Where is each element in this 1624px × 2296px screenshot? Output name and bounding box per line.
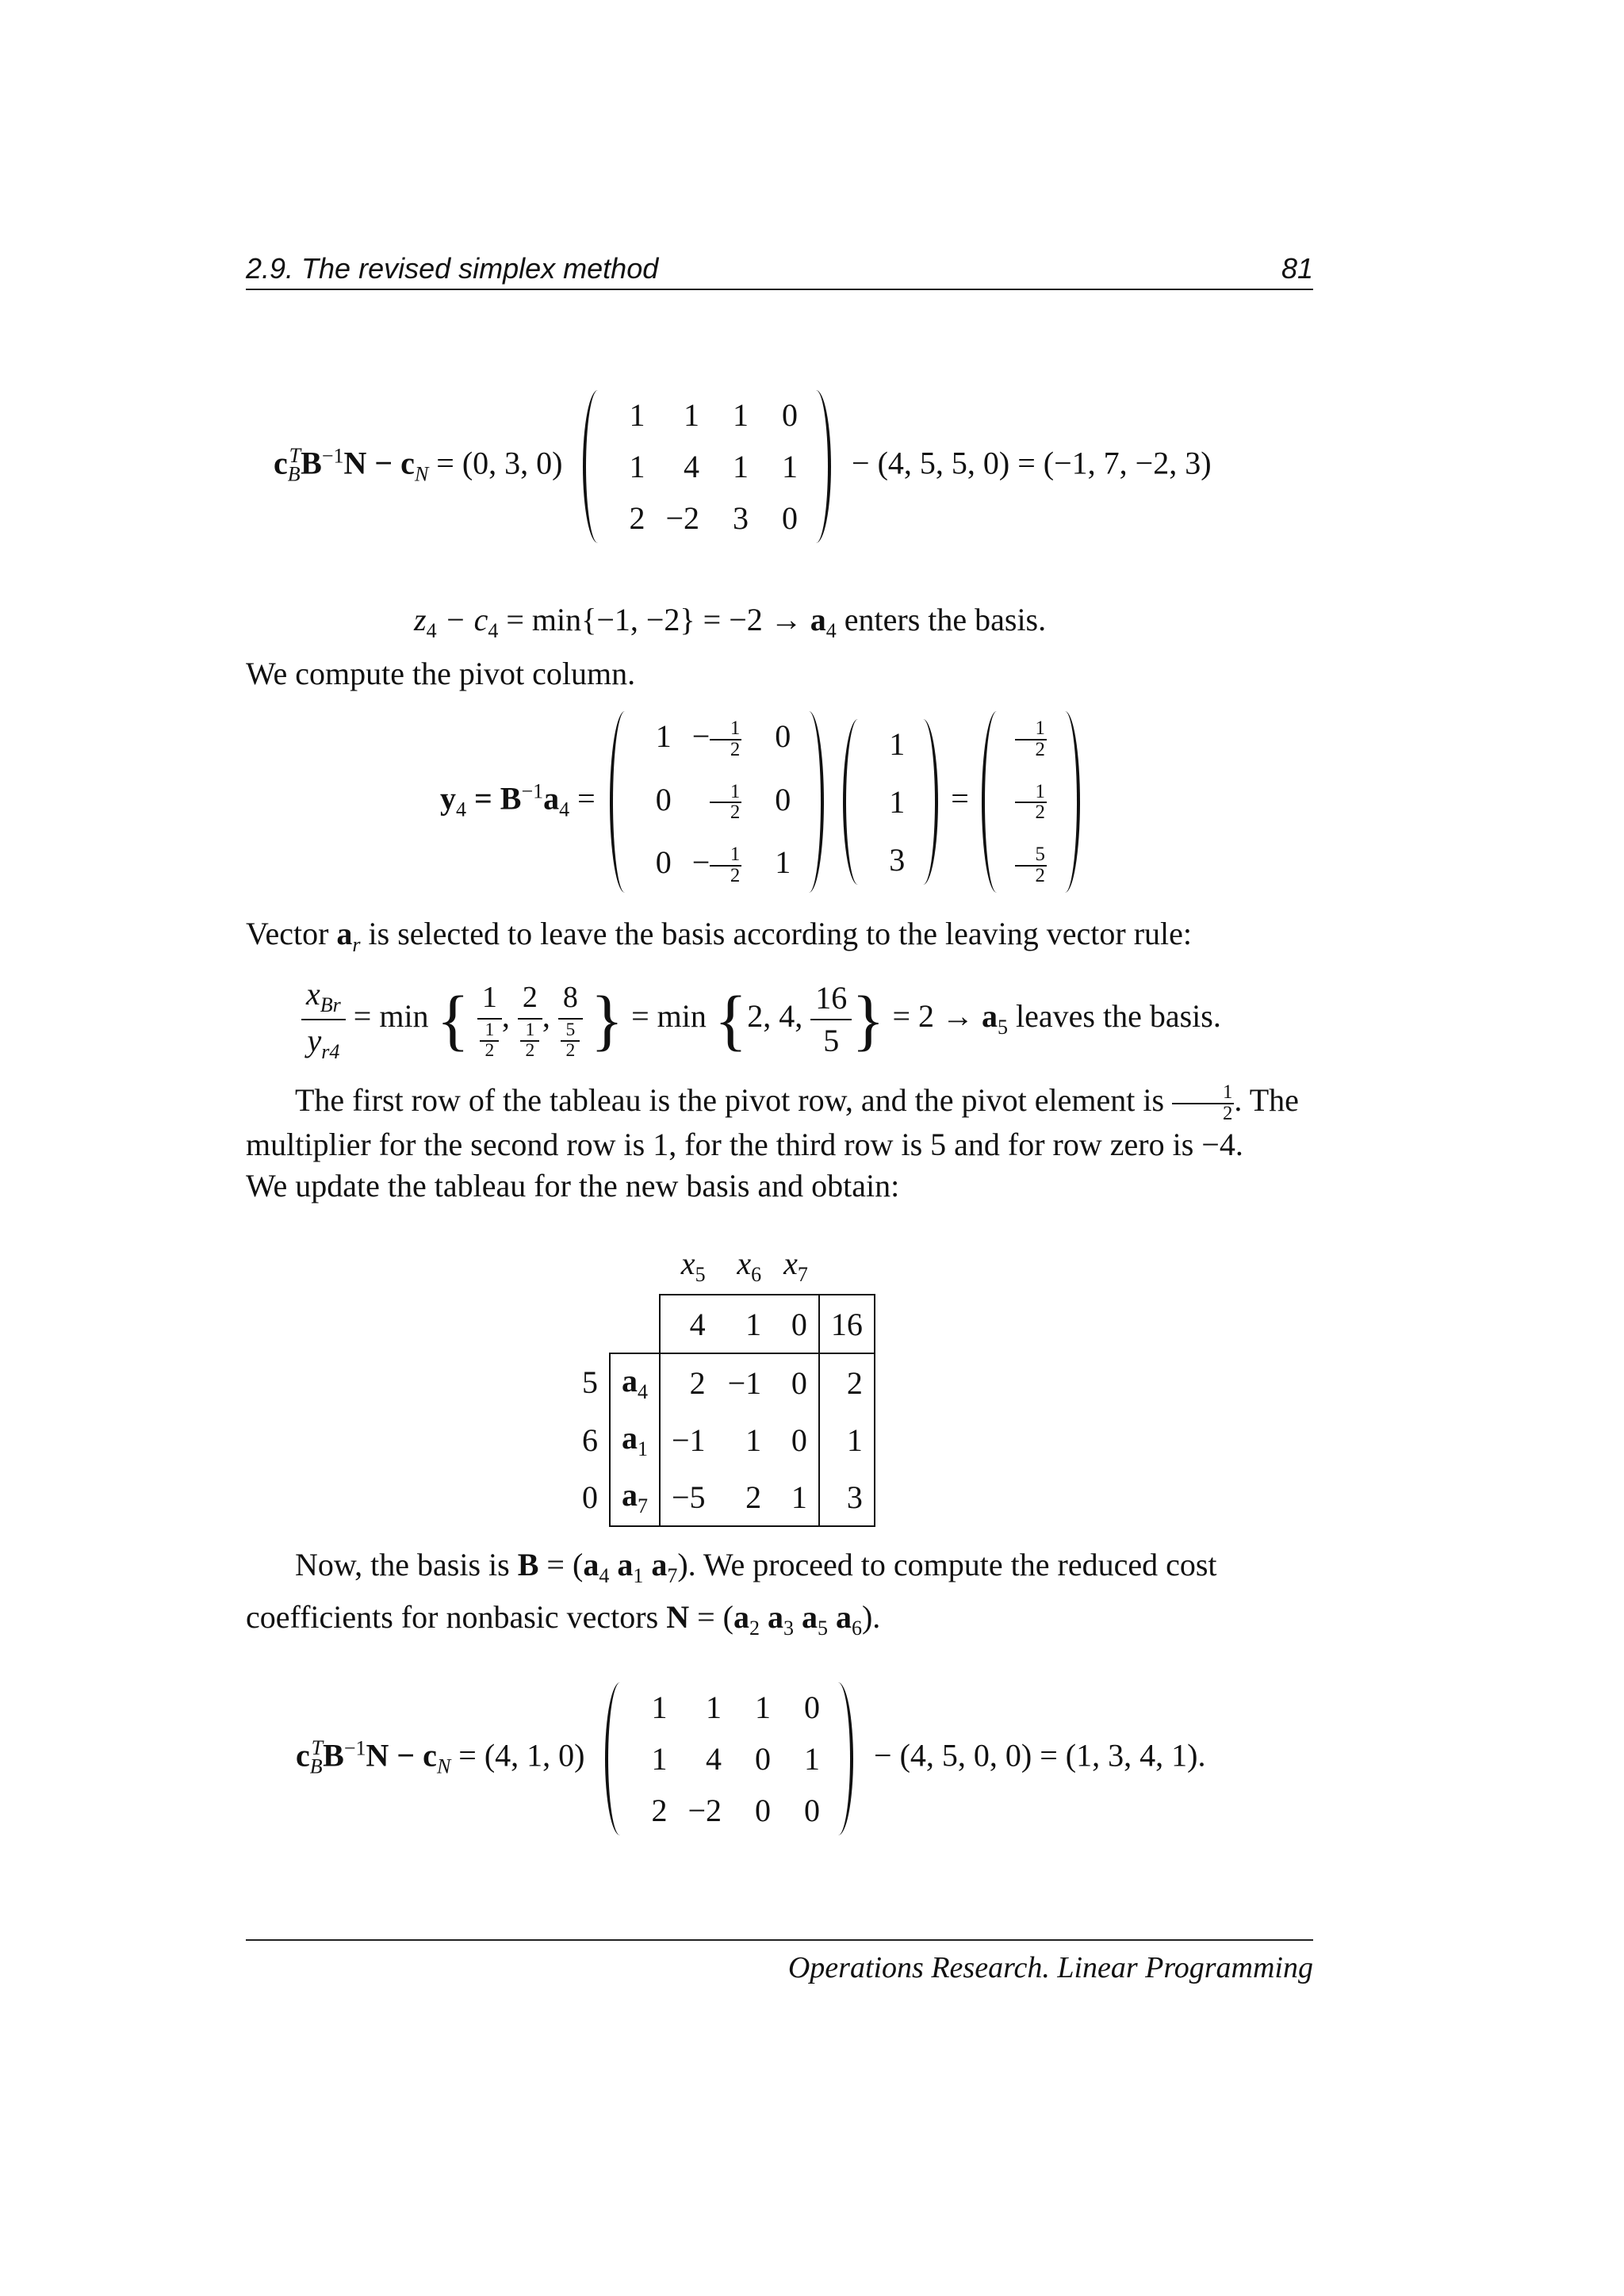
running-header — [246, 252, 1313, 290]
footer-text: Operations Research. Linear Programming — [787, 1951, 1313, 1984]
cell: −2 — [665, 500, 700, 536]
cell: 1 — [804, 1741, 821, 1777]
cell: 1 — [889, 783, 906, 820]
t2-pre: Vector — [246, 916, 337, 951]
column-y4 — [982, 718, 1080, 886]
column-a4 — [843, 725, 938, 878]
col-header: $x_7$ — [783, 1245, 808, 1286]
cell: 1 — [782, 449, 799, 484]
frac-3: $\frac{8}{\frac{5}{2}}$ — [558, 978, 583, 1060]
eq1-c: c — [274, 445, 288, 481]
equation-reduced-cost-2: $c_B^TB^{-1}N - c_N = (4$, 1, 0) 1 1 1 0 1 4 0 1 2 −2 0 0 − (4, 5, 0, 0) = (1, 3, 4, 1). — [296, 1689, 1205, 1829]
cell: − $\frac{1}{2}$ — [691, 718, 741, 760]
cell: 1 — [889, 725, 906, 762]
cell: 1 — [755, 1689, 772, 1725]
t2-a: a — [336, 916, 353, 951]
eq1-rhs: − (4, 5, 5, 0) = (−1, 7, −2, 3) — [852, 445, 1212, 481]
cell: 1 — [651, 1689, 668, 1725]
eq3-a: a — [543, 780, 560, 817]
cell: 3 — [819, 1468, 875, 1526]
cell: 1 — [629, 449, 645, 484]
eq2-sub: 4 — [426, 619, 437, 642]
cell: 1 — [733, 449, 749, 484]
eq4-tail: leaves the basis. — [1008, 997, 1221, 1034]
basis-cell: $a_1$ — [610, 1411, 660, 1468]
eq3-eq: = — [569, 780, 596, 817]
cell: 1 — [629, 397, 645, 433]
cell: −1 — [660, 1411, 717, 1468]
matrix-n-1 — [583, 396, 831, 537]
cell: 0 — [775, 718, 791, 754]
cell: 1 — [733, 397, 749, 433]
eq3-eq2: = — [951, 780, 969, 817]
cell: 0 — [782, 500, 799, 536]
cell: 1 — [655, 718, 672, 754]
cell: 0 — [775, 781, 791, 817]
basis-cell: $a_7$ — [610, 1468, 660, 1526]
cell: $\frac{5}{2}$ — [1015, 844, 1047, 886]
cell: 3 — [733, 500, 749, 536]
eq2-c: − c — [436, 602, 488, 637]
eq1-vector: = (0, 3, 0) — [428, 445, 563, 481]
eq1-sub-n: N — [414, 462, 429, 486]
cell: 0 — [804, 1793, 821, 1828]
cell: 1 — [819, 1411, 875, 1468]
eq1-sub-b: B — [287, 462, 301, 486]
cell: 0 — [782, 397, 799, 433]
eq2-tail: enters the basis. — [836, 602, 1047, 637]
ratio-frac: $x_{Br}$ $y_{r4}$ — [301, 974, 346, 1066]
equation-reduced-cost-1 — [274, 396, 1212, 537]
eq1-inv: −1 — [321, 444, 344, 468]
equation-leaving: $x_{Br}$ $y_{r4}$ = min { $\frac{1}{\frac{1}{2}}$ , $\frac{2}{\frac{1}{2}}$ , $\frac{8}{\frac{5}{2}}$ } = min {2, 4, $\frac{16}{5}$ } = $2 \to a_5$ leaves the basis. — [301, 974, 1221, 1066]
cell: 4 — [706, 1741, 722, 1777]
cost-cell: 0 — [582, 1479, 598, 1515]
cost-cell: 5 — [582, 1364, 598, 1400]
eq1-c2: c — [400, 445, 415, 481]
matrix-b-inverse — [610, 718, 825, 886]
eq1-N: N − — [343, 445, 401, 481]
eq2-vecsub: 4 — [825, 619, 837, 642]
cell: − $\frac{1}{2}$ — [691, 844, 741, 887]
col-header: $x_6$ — [737, 1245, 762, 1286]
simplex-tableau — [571, 1237, 875, 1527]
equation-entering — [414, 601, 1046, 643]
cell: 4 — [660, 1295, 717, 1353]
cell: 0 — [655, 844, 672, 881]
text-pivot-column: We compute the pivot column. — [246, 656, 636, 691]
col-header: $x_5$ — [680, 1245, 706, 1286]
eq4-res: = 2 → — [884, 997, 982, 1034]
eq4-min1: = min — [345, 997, 429, 1034]
eq4-set: 2, 4, — [747, 997, 811, 1034]
p1-l3: We update the tableau for the new basis and obtain: — [246, 1167, 900, 1203]
cell: $\frac{1}{2}$ — [1015, 718, 1047, 760]
cell: $\frac{1}{2}$ — [692, 781, 742, 824]
cell: 0 — [791, 1422, 807, 1458]
eq4-asub: 5 — [998, 1015, 1009, 1039]
p1-l2: multiplier for the second row is 1, for the third row is 5 and for row zero is −4. — [246, 1126, 1243, 1162]
cell: 0 — [755, 1793, 772, 1828]
frac-2: $\frac{2}{\frac{1}{2}}$ — [518, 978, 542, 1060]
eq2-sub2: 4 — [488, 619, 499, 642]
cell: 2 — [651, 1793, 668, 1828]
text-leaving-rule — [246, 915, 1192, 957]
cell: 0 — [804, 1689, 821, 1725]
cell: 2 — [717, 1468, 773, 1526]
cell: −2 — [688, 1793, 722, 1828]
eq1-B: B — [301, 445, 322, 481]
cell: 1 — [651, 1741, 668, 1777]
cell: 1 — [745, 1422, 762, 1458]
cell: 1 — [706, 1689, 722, 1725]
cell: 2 — [660, 1353, 717, 1411]
cell: 1 — [684, 397, 700, 433]
page-number: 81 — [1281, 252, 1313, 285]
header-title: 2.9. The revised simplex method — [246, 252, 659, 285]
cell: 1 — [772, 1468, 819, 1526]
cell: $\frac{1}{2}$ — [1015, 781, 1047, 824]
cell: 0 — [655, 781, 672, 817]
paragraph-basis: Now, the basis is $B = (a_4$ $a_1$ $a_7$). We proceed to compute the reduced cost coefficients for nonbasic vectors $N = (a_2$ $a_3$ $a_5$ $a_6$). — [246, 1547, 1217, 1640]
cell: 2 — [819, 1353, 875, 1411]
cell: 16 — [819, 1295, 875, 1353]
cell: 2 — [629, 500, 645, 536]
p1-l1b: . The — [1234, 1082, 1299, 1118]
cost-cell: 6 — [582, 1422, 598, 1458]
eq5-rhs: − (4, 5, 0, 0) = (1, 3, 4, 1). — [874, 1737, 1206, 1774]
cell: 0 — [772, 1353, 819, 1411]
paragraph-pivot: The first row of the tableau is the pivot row, and the pivot element is $\frac{1}{2}$ . The multiplier for the second row is 1, for the third row is 5 and for row zero is −4. We update the tableau for the new basis and obtain: — [246, 1080, 1313, 1207]
frac-1: $\frac{1}{\frac{1}{2}}$ — [477, 978, 502, 1060]
eq3-ysub: 4 — [456, 798, 466, 821]
eq2-z: z — [414, 602, 427, 637]
cell: 0 — [755, 1741, 772, 1777]
cell: 4 — [684, 449, 700, 484]
t2-post: is selected to leave the basis according to the leaving vector rule: — [360, 916, 1193, 951]
cell: 0 — [772, 1295, 819, 1353]
matrix-n-2 — [605, 1689, 853, 1829]
cell: 3 — [889, 841, 906, 878]
eq5-vector: = (4, 1, 0) — [450, 1737, 585, 1774]
basis-cell: $a_4$ — [610, 1353, 660, 1411]
eq3-y: y — [440, 780, 456, 817]
cell: 1 — [717, 1295, 773, 1353]
p1-l1: The first row of the tableau is the pivot row, and the pivot element is — [295, 1082, 1173, 1118]
eq3-B: = B — [466, 780, 522, 817]
footer-rule — [246, 1939, 1313, 1941]
cell: −5 — [660, 1468, 717, 1526]
eq3-asub: 4 — [559, 798, 570, 821]
cell: −1 — [717, 1353, 773, 1411]
eq4-a: a — [982, 997, 998, 1034]
eq1-sup-t: T — [289, 444, 301, 468]
frac-16-5: $\frac{16}{5}$ — [810, 978, 852, 1062]
cell: 1 — [775, 844, 791, 881]
eq4-min2: = min — [623, 997, 707, 1034]
eq2-rest: = min{−1, −2} = −2 → — [498, 602, 810, 637]
t2-asub: r — [352, 933, 361, 956]
eq2-vec: a — [810, 602, 826, 637]
equation-pivot-column — [440, 718, 1085, 886]
eq3-inv: −1 — [521, 779, 544, 803]
